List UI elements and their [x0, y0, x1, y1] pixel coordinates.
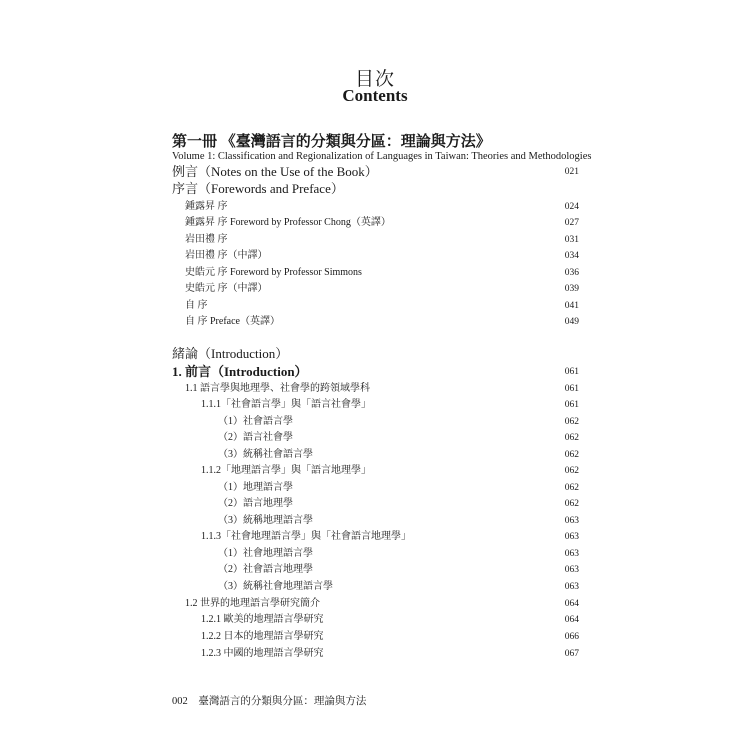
toc-page-number: 063: [564, 516, 579, 526]
toc-page-number: 063: [564, 549, 579, 559]
toc-label: 1.1.3「社會地理語言學」與「社會語言地理學」: [201, 531, 411, 542]
toc-entry: [0, 281, 750, 297]
toc-label: 自 序 Preface（英譯）: [185, 316, 280, 327]
toc-page-number: 061: [564, 384, 579, 394]
toc-label: （2）社會語言地理學: [218, 564, 313, 575]
toc-label: 岩田禮 序（中譯）: [185, 250, 268, 261]
toc-entry: [0, 298, 750, 314]
toc-label: 1.2.1 歐美的地理語言學研究: [201, 614, 324, 625]
toc-label: 自 序: [185, 300, 208, 311]
toc-label: （1）社會語言學: [218, 416, 293, 427]
toc-label: 例言（Notes on the Use of the Book）: [172, 164, 378, 179]
toc-label: （3）統稱地理語言學: [218, 515, 313, 526]
toc-page-number: 031: [564, 235, 579, 245]
toc-label: （2）語言社會學: [218, 432, 293, 443]
toc-label: （1）地理語言學: [218, 482, 293, 493]
toc-label: 1.1.2「地理語言學」與「語言地理學」: [201, 465, 371, 476]
toc-entry: [0, 248, 750, 264]
toc-entry-introduction-heading: [0, 346, 750, 362]
toc-page-number: 049: [564, 317, 579, 327]
toc-entry: [0, 314, 750, 330]
toc-label: （1）社會地理語言學: [218, 548, 313, 559]
volume-title-english: Volume 1: Classification and Regionalization of Languages in Taiwan: Theories and Methodologies: [172, 151, 592, 162]
footer-page-number: 002: [172, 696, 188, 707]
toc-label: 序言（Forewords and Preface）: [172, 181, 344, 196]
toc-label: 鍾露昇 序 Foreword by Professor Chong（英譯）: [185, 217, 391, 228]
toc-label: 1.2.3 中國的地理語言學研究: [201, 648, 324, 659]
toc-label: 史皓元 序（中譯）: [185, 283, 268, 294]
toc-page-number: 062: [564, 499, 579, 509]
page-footer: [172, 693, 366, 708]
toc-entry-item: [0, 496, 750, 512]
toc-label: 1.1.1「社會語言學」與「語言社會學」: [201, 399, 371, 410]
toc-page-number: 062: [564, 450, 579, 460]
toc-page-number: 041: [564, 301, 579, 311]
toc-label: 1. 前言（Introduction）: [172, 364, 308, 379]
toc-label: 1.2 世界的地理語言學研究簡介: [185, 598, 320, 609]
toc-entry-section: [0, 596, 750, 612]
toc-page-number: 062: [564, 417, 579, 427]
toc-entry: [0, 265, 750, 281]
toc-page-number: 061: [564, 367, 579, 377]
toc-entry-notes: [0, 164, 750, 180]
toc-entry-subsection: [0, 529, 750, 545]
toc-page-number: 062: [564, 466, 579, 476]
toc-entry-subsection: [0, 646, 750, 662]
toc-entry-item: [0, 562, 750, 578]
toc-label: 岩田禮 序: [185, 234, 228, 245]
toc-label: 緒論（Introduction）: [172, 346, 289, 361]
toc-entry-subsection: [0, 612, 750, 628]
toc-label: 1.2.2 日本的地理語言學研究: [201, 631, 324, 642]
toc-label: 1.1 語言學與地理學、社會學的跨領域學科: [185, 383, 370, 394]
contents-title-english: Contents: [342, 86, 408, 105]
toc-page-number: 063: [564, 532, 579, 542]
toc-entry-item: [0, 447, 750, 463]
toc-entry-chapter: [0, 364, 750, 380]
toc-page-number: 064: [564, 615, 579, 625]
toc-page-number: 064: [564, 599, 579, 609]
toc-page-number: 039: [564, 284, 579, 294]
toc-page-number: 063: [564, 582, 579, 592]
toc-page-number: 061: [564, 400, 579, 410]
toc-entry-subsection: [0, 463, 750, 479]
toc-entry-section: [0, 381, 750, 397]
toc-label: （3）統稱社會地理語言學: [218, 581, 333, 592]
toc-entry: [0, 199, 750, 215]
toc-entry-item: [0, 579, 750, 595]
toc-label: （3）統稱社會語言學: [218, 449, 313, 460]
toc-page-number: 062: [564, 483, 579, 493]
toc-page-number: 066: [564, 632, 579, 642]
toc-entry-subsection: [0, 397, 750, 413]
volume-title-chinese: 第一冊 《臺灣語言的分類與分區：理論與方法》: [172, 134, 491, 150]
toc-page-number: 067: [564, 649, 579, 659]
toc-entry-item: [0, 513, 750, 529]
toc-page-number: 034: [564, 251, 579, 261]
toc-entry-item: [0, 546, 750, 562]
toc-label: （2）語言地理學: [218, 498, 293, 509]
toc-label: 史皓元 序 Foreword by Professor Simmons: [185, 267, 362, 278]
toc-label: 鍾露昇 序: [185, 201, 228, 212]
toc-entry: [0, 232, 750, 248]
toc-page-number: 063: [564, 565, 579, 575]
toc-entry: [0, 215, 750, 231]
toc-page-number: 036: [564, 268, 579, 278]
toc-entry-subsection: [0, 629, 750, 645]
toc-page-number: 027: [564, 218, 579, 228]
toc-page-number: 024: [564, 202, 579, 212]
toc-entry-item: [0, 480, 750, 496]
toc-entry-item: [0, 414, 750, 430]
toc-page-number: 062: [564, 433, 579, 443]
toc-entry-item: [0, 430, 750, 446]
toc-page-number: 021: [564, 167, 579, 177]
footer-running-title: 臺灣語言的分類與分區：理論與方法: [198, 696, 367, 707]
toc-entry-forewords: [0, 181, 750, 197]
contents-title-chinese: 目次: [354, 69, 395, 90]
